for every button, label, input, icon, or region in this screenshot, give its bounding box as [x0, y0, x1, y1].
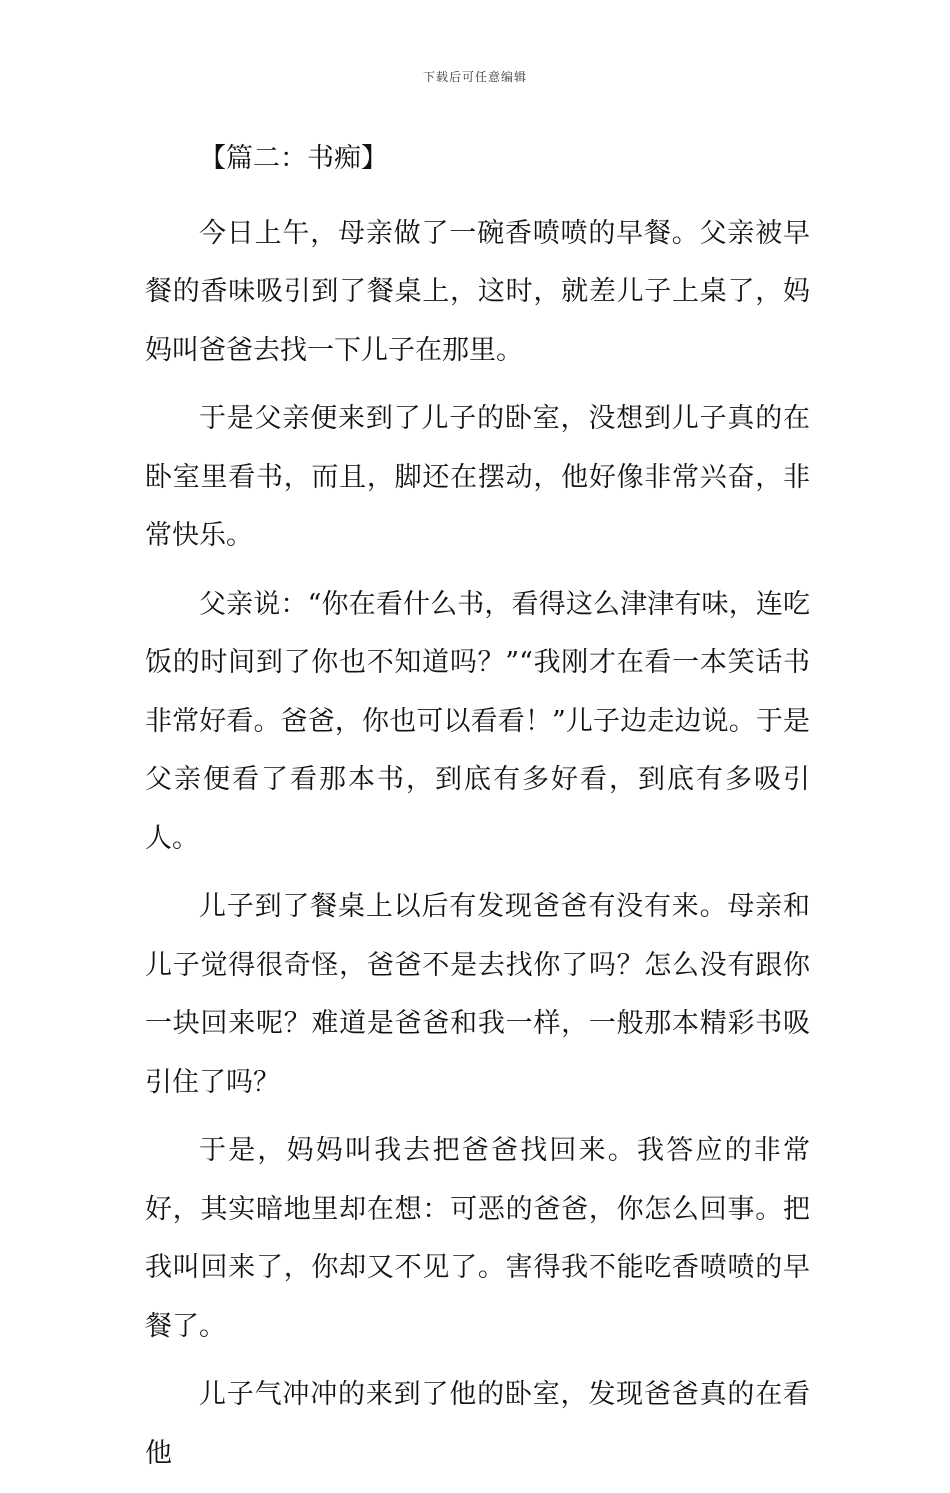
paragraph: 于是父亲便来到了儿子的卧室，没想到儿子真的在卧室里看书，而且，脚还在摆动，他好像非常兴奋，非常快乐。 [145, 403, 810, 551]
paragraph: 儿子气冲冲的来到了他的卧室，发现爸爸真的在看他 [145, 1379, 810, 1469]
document-body [145, 130, 810, 1493]
header-note: 下载后可任意编辑 [422, 70, 527, 84]
paragraph: 今日上午，母亲做了一碗香喷喷的早餐。父亲被早餐的香味吸引到了餐桌上，这时，就差儿子上桌了，妈妈叫爸爸去找一下儿子在那里。 [145, 217, 810, 366]
paragraph: 父亲说：“你在看什么书，看得这么津津有味，连吃饭的时间到了你也不知道吗？”“我刚才在看一本笑话书非常好看。爸爸，你也可以看看！”儿子边走边说。于是父亲便看了看那本书，到底有多好看，到底有多吸引人。 [145, 588, 810, 854]
paragraph: 于是，妈妈叫我去把爸爸找回来。我答应的非常好，其实暗地里却在想：可恶的爸爸，你怎么回事。把我叫回来了，你却又不见了。害得我不能吃香喷喷的早餐了。 [145, 1135, 810, 1342]
section-title: 【篇二：书痴】 [199, 143, 388, 174]
paragraph: 儿子到了餐桌上以后有发现爸爸有没有来。母亲和儿子觉得很奇怪，爸爸不是去找你了吗？怎么没有跟你一块回来呢？难道是爸爸和我一样，一般那本精彩书吸引住了吗？ [145, 891, 810, 1098]
